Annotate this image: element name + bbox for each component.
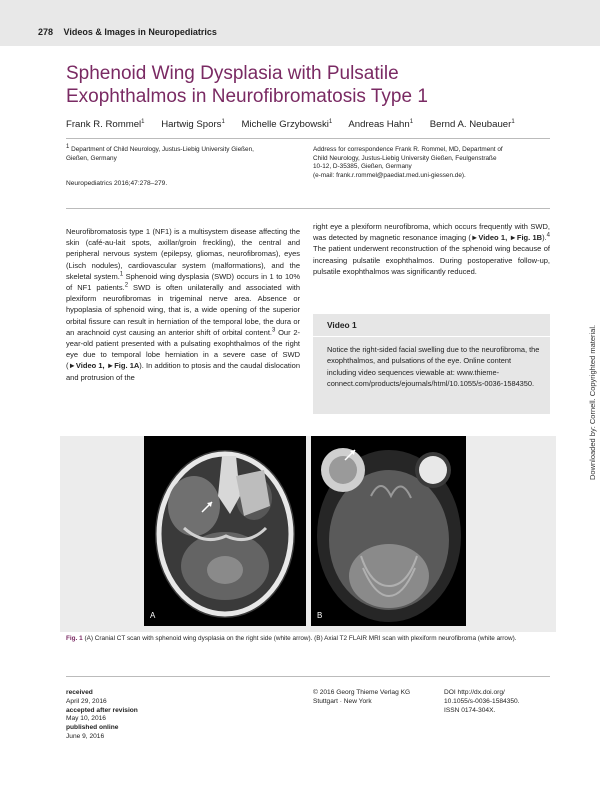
title-line-1: Sphenoid Wing Dysplasia with Pulsatile <box>66 63 399 84</box>
body-column-left: Neurofibromatosis type 1 (NF1) is a multisystem disease affecting the skin (café-au-lait spots, axillar/groin freckling), the central and peripheral nervous system (epilepsy, gliomas, neurofibromas), eyes (Lisch nodules), cardiovascular system (malformations), and the skeletal system.$^1$ Sphenoid wing dysplasia (SWD) occurs in 1 to 10% of NF1 patients.$^2$ SWD is often unilaterally and associated with plexiform neurofibromas in trigeminal nerve area. Absence or hypoplasia of sphenoid wing, that is, a wide opening of the superior orbital fissure can result in herniation of the temporal lobe, the dura or an arachnoid cyst causing an anterior shift of orbital content.$^3$ Our 2-year-old patient presented with a pulsating exophthalmos of the right eye due to temporal lobe herniation in a severe case of SWD (►Video 1, ►Fig. 1A). In addition to ptosis and the caudal dislocation and protrusion of the <box>66 227 300 382</box>
correspondence: Address for correspondence Frank R. Rommel, MD, Department of Child Neurology, Justus-Liebig University Gießen, Feulgenstraße 10-12, D-35385, Gießen, Germany (e-mail: frank.r.rommel@paediat.med.uni-giessen.de). <box>313 146 503 179</box>
running-header <box>0 0 600 46</box>
affiliation: $^1$ Department of Child Neurology, Justus-Liebig University Gießen, Gießen, Germany <box>66 143 254 162</box>
page-number: 278 <box>38 27 54 37</box>
figure-caption: Fig. 1 (A) Cranial CT scan with sphenoid wing dysplasia on the right side (white arrow). (B) Axial T2 FLAIR MRI scan with plexiform neurofibroma (white arrow). <box>66 635 517 642</box>
author: Hartwig Spors <box>161 119 222 130</box>
author-list: Frank R. Rommel$^1$ Hartwig Spors$^1$ Michelle Grzybowski$^1$ Andreas Hahn$^1$ Bernd A. Neubauer$^1$ <box>66 118 515 130</box>
divider <box>313 336 550 337</box>
divider <box>66 208 550 209</box>
author: Frank R. Rommel <box>66 119 142 130</box>
divider <box>66 138 550 139</box>
divider <box>66 676 550 677</box>
doi-info: DOI http://dx.doi.org/ 10.1055/s-0036-1584350. ISSN 0174-304X. <box>444 689 520 714</box>
header-text <box>38 27 217 37</box>
figure-reference-link[interactable]: ►Video 1, ►Fig. 1B <box>470 233 543 243</box>
video-description: Notice the right-sided facial swelling due to the neurofibroma, the exophthalmos, and pulsations of the eye. Online content including video sequences viewable at: www.thieme-connect.com/products/ejournals/html/10.1055/s-0036-1584350. <box>327 345 540 389</box>
figure-label: Fig. 1 <box>66 635 83 642</box>
journal-section: Videos & Images in Neuropediatrics <box>63 27 217 37</box>
article-title <box>66 62 566 108</box>
panel-label-a: A <box>150 611 156 620</box>
mri-scan-illustration <box>311 436 466 626</box>
copyright: © 2016 Georg Thieme Verlag KG Stuttgart · New York <box>313 689 411 705</box>
ct-scan-illustration <box>144 436 306 626</box>
panel-label-b: B <box>317 611 323 620</box>
doi-link[interactable]: DOI http://dx.doi.org/ <box>444 689 505 696</box>
publication-dates: received April 29, 2016 accepted after revision May 10, 2016 published online June 9, 2016 <box>66 689 138 740</box>
figure-container <box>60 436 556 632</box>
ct-scan-image <box>144 436 306 626</box>
figure-reference-link[interactable]: ►Video 1, ►Fig. 1A <box>68 361 140 371</box>
author: Bernd A. Neubauer <box>429 119 512 130</box>
video-box <box>313 314 550 414</box>
title-line-2: Exophthalmos in Neurofibromatosis Type 1 <box>66 86 428 107</box>
author: Andreas Hahn <box>348 119 410 130</box>
download-watermark: Downloaded by: Cornell. Copyrighted material. <box>588 324 597 480</box>
video-title: Video 1 <box>327 320 357 330</box>
body-column-right: right eye a plexiform neurofibroma, which occurs frequently with SWD, was detected by magnetic resonance imaging (►Video 1, ►Fig. 1B).$^4$ The patient underwent reconstruction of the sphenoid wing because of increasing pulsatile exophthalmos. During postoperative follow-up, pulsatile exophthalmos was significantly reduced. <box>313 222 550 276</box>
author: Michelle Grzybowski <box>241 119 329 130</box>
citation: Neuropediatrics 2016;47:278–279. <box>66 180 168 187</box>
mri-scan-image <box>311 436 466 626</box>
